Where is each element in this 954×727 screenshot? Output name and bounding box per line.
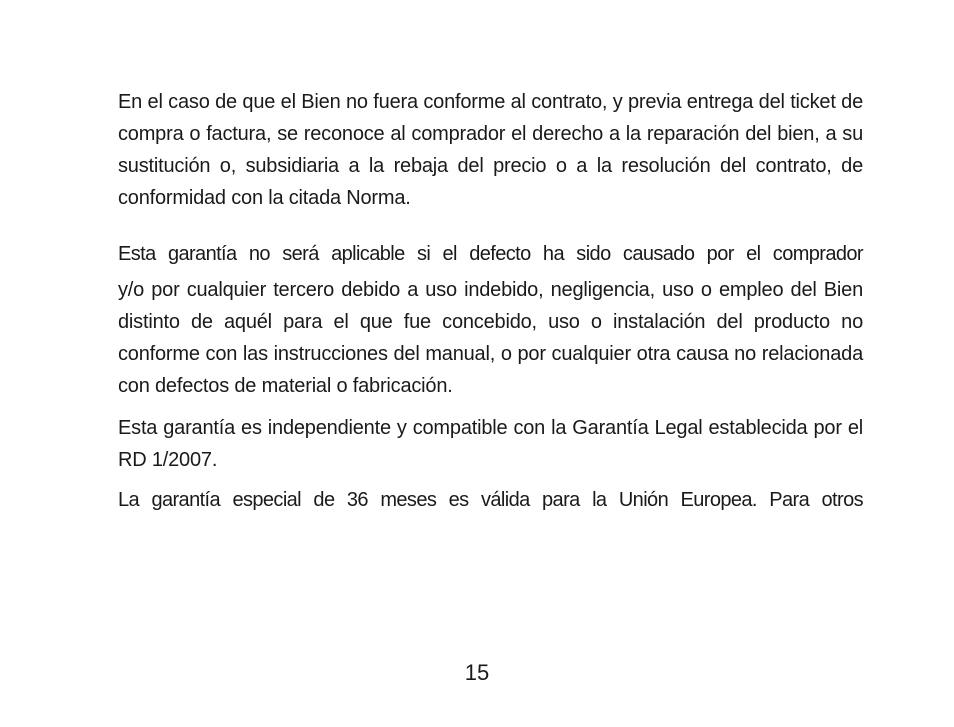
paragraph-exclusions-first-line: Esta garantía no será aplicable si el defecto ha sido causado por el comprador xyxy=(118,243,863,265)
paragraph-legal-guarantee: Esta garantía es independiente y compatible con la Garantía Legal establecida por el RD 1/2007. xyxy=(118,417,863,471)
paragraph-nonconformity: En el caso de que el Bien no fuera conforme al contrato, y previa entrega del ticket de compra o factura, se reconoce al comprador el derecho a la reparación del bien, a su sustitución o, subsidiaria a la rebaja del precio o a la resolución del contrato, de conformidad con la citada Norma. xyxy=(118,91,863,209)
document-body xyxy=(118,86,863,516)
page-number: 15 xyxy=(464,660,490,685)
paragraph-exclusions xyxy=(118,238,863,402)
paragraph-exclusions-body: y/o por cualquier tercero debido a uso indebido, negligencia, uso o empleo del Bien distinto de aquél para el que fue concebido, uso o instalación del producto no conforme con las instrucciones del manual, o por cualquier otra causa no relacionada con defectos de material o fabricación. xyxy=(118,279,863,397)
paragraph-special-guarantee: La garantía especial de 36 meses es válida para la Unión Europea. Para otros xyxy=(118,489,863,511)
